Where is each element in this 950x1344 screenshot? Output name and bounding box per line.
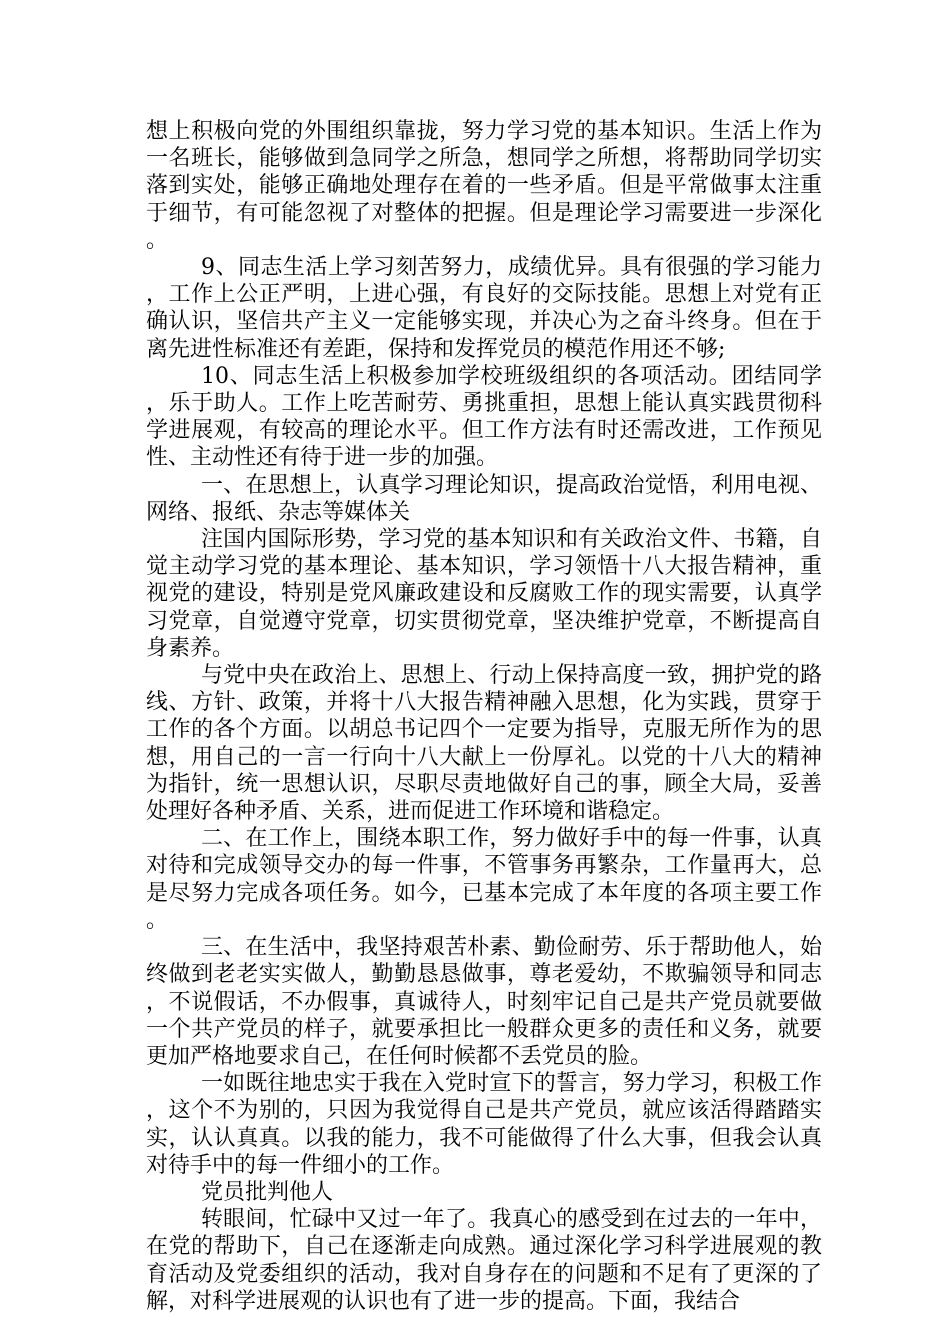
- paragraph-4: 一、在思想上，认真学习理论知识，提高政治觉悟，利用电视、网络、报纸、杂志等媒体关: [146, 472, 822, 525]
- paragraph-10: 转眼间，忙碌中又过一年了。我真心的感受到在过去的一年中，在党的帮助下，自己在逐渐走向成熟。通过深化学习科学进展观的教育活动及党委组织的活动，我对自身存在的问题和不足有了更深的了解，对科学进展观的认识也有了进一步的提高。下面，我结合: [146, 1207, 822, 1314]
- paragraph-2: 9、同志生活上学习刻苦努力，成绩优异。具有很强的学习能力，工作上公正严明，上进心强，有良好的交际技能。思想上对党有正确认识，坚信共产主义一定能够实现，并决心为之奋斗终身。但在于离先进性标准还有差距，保持和发挥党员的模范作用还不够;: [146, 255, 822, 362]
- paragraph-5: 注国内国际形势，学习党的基本知识和有关政治文件、书籍，自觉主动学习党的基本理论、基本知识，学习领悟十八大报告精神，重视党的建设，特别是党风廉政建设和反腐败工作的现实需要，认真学习党章，自觉遵守党章，切实贯彻党章，坚决维护党章，不断提高自身素养。: [146, 527, 822, 661]
- paragraph-1: 想上积极向党的外围组织靠拢，努力学习党的基本知识。生活上作为一名班长，能够做到急同学之所急，想同学之所想，将帮助同学切实落到实处，能够正确地处理存在着的一些矛盾。但是平常做事太注重于细节，有可能忽视了对整体的把握。但是理论学习需要进一步深化。: [146, 119, 822, 253]
- paragraph-8: 三、在生活中，我坚持艰苦朴素、勤俭耐劳、乐于帮助他人，始终做到老老实实做人，勤勤恳恳做事，尊老爱幼，不欺骗领导和同志，不说假话，不办假事，真诚待人，时刻牢记自己是共产党员就要做一个共产党员的样子，就要承担比一般群众更多的责任和义务，就要更加严格地要求自己，在任何时候都不丢党员的脸。: [146, 935, 822, 1069]
- paragraph-3: 10、同志生活上积极参加学校班级组织的各项活动。团结同学，乐于助人。工作上吃苦耐劳、勇挑重担，思想上能认真实践贯彻科学进展观，有较高的理论水平。但工作方法有时还需改进，工作预见性、主动性还有待于进一步的加强。: [146, 363, 822, 471]
- document-body: [146, 118, 822, 1315]
- paragraph-6: 与党中央在政治上、思想上、行动上保持高度一致，拥护党的路线、方针、政策，并将十八大报告精神融入思想，化为实践，贯穿于工作的各个方面。以胡总书记四个一定要为指导，克服无所作为的思想，用自己的一言一行向十八大献上一份厚礼。以党的十八大的精神为指针，统一思想认识，尽职尽责地做好自己的事，顾全大局，妥善处理好各种矛盾、关系，进而促进工作环境和谐稳定。: [146, 663, 822, 825]
- section-heading: 党员批判他人: [201, 1179, 334, 1205]
- paragraph-7: 二、在工作上，围绕本职工作，努力做好手中的每一件事，认真对待和完成领导交办的每一件事，不管事务再繁杂，工作量再大，总是尽努力完成各项任务。如今，已基本完成了本年度的各项主要工作。: [146, 826, 822, 933]
- paragraph-9: 一如既往地忠实于我在入党时宣下的誓言，努力学习，积极工作，这个不为别的，只因为我觉得自己是共产党员，就应该活得踏踏实实，认认真真。以我的能力，我不可能做得了什么大事，但我会认真对待手中的每一件细小的工作。: [146, 1071, 822, 1178]
